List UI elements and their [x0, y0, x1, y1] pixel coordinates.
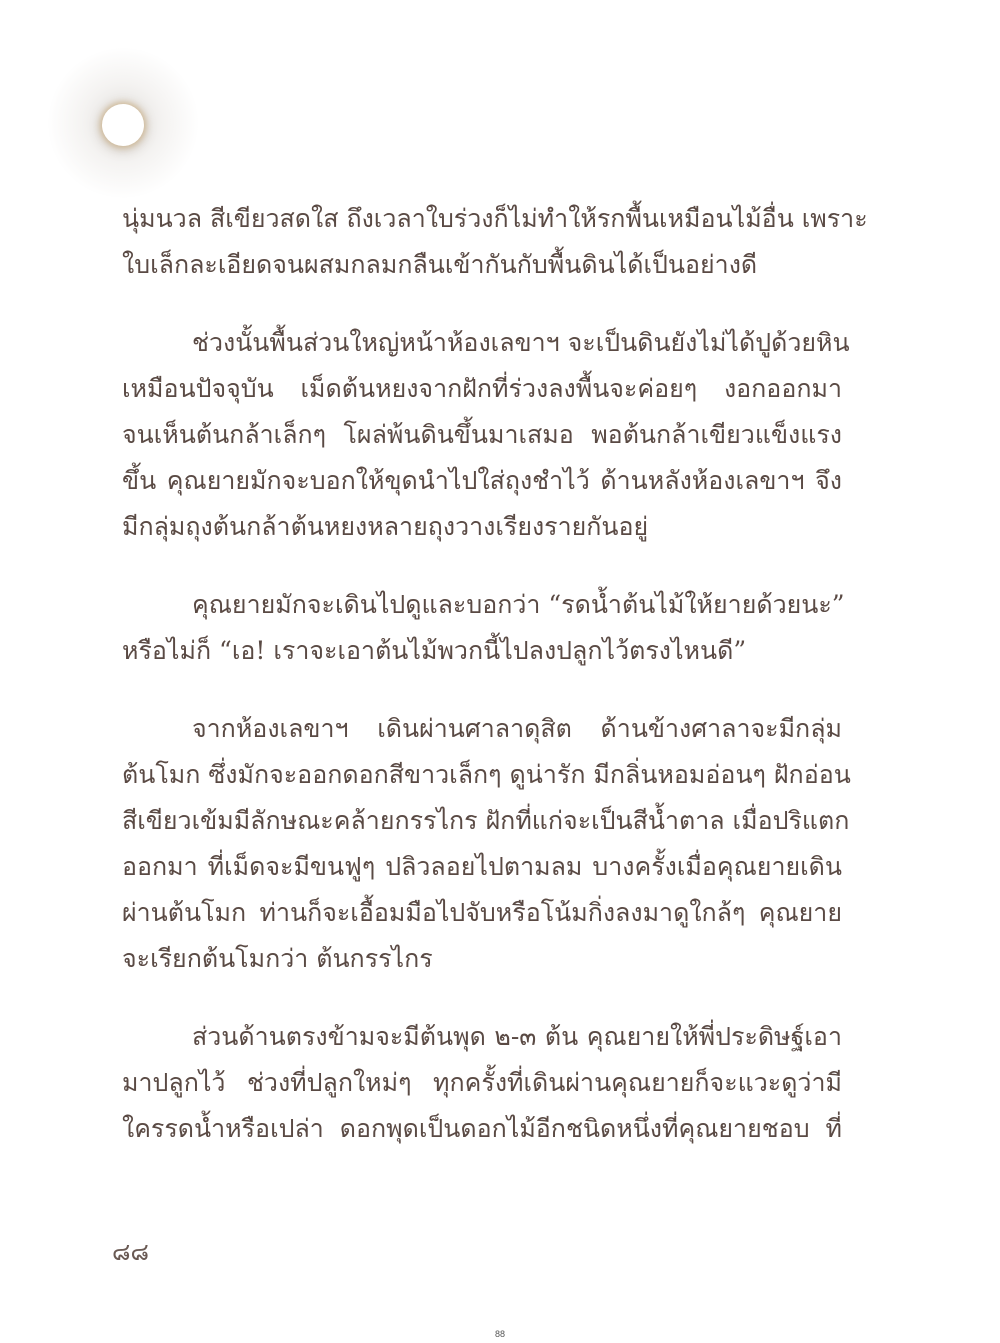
- text-line: ใครรดน้ำหรือเปล่า ดอกพุดเป็นดอกไม้อีกชนิดหนึ่งที่คุณยายชอบ ที่: [122, 1114, 842, 1143]
- paragraph: [122, 196, 868, 288]
- page-number: 88: [494, 1329, 505, 1339]
- text-line: เหมือนปัจจุบัน เม็ดต้นหยงจากฝักที่ร่วงลงพื้นจะค่อยๆ งอกออกมา: [122, 374, 842, 403]
- text-line: ช่วงนั้นพื้นส่วนใหญ่หน้าห้องเลขาฯ จะเป็นดินยังไม่ได้ปูด้วยหิน: [192, 328, 850, 357]
- text-line: มีกลุ่มถุงต้นกล้าต้นหยงหลายถุงวางเรียงรายกันอยู่: [122, 512, 649, 541]
- paragraph: [122, 1014, 842, 1152]
- text-line: นุ่มนวล สีเขียวสดใส ถึงเวลาใบร่วงก็ไม่ทำให้รกพื้นเหมือนไม้อื่น เพราะ: [122, 204, 868, 233]
- text-line: ต้นโมก ซึ่งมักจะออกดอกสีขาวเล็กๆ ดูน่ารัก มีกลิ่นหอมอ่อนๆ ฝักอ่อน: [122, 760, 851, 789]
- text-line: จนเห็นต้นกล้าเล็กๆ โผล่พ้นดินขึ้นมาเสมอ พอต้นกล้าเขียวแข็งแรง: [122, 420, 842, 449]
- text-line: จะเรียกต้นโมกว่า ต้นกรรไกร: [122, 944, 433, 973]
- text-line: มาปลูกไว้ ช่วงที่ปลูกใหม่ๆ ทุกครั้งที่เดินผ่านคุณยายก็จะแวะดูว่ามี: [122, 1068, 842, 1097]
- text-line: จากห้องเลขาฯ เดินผ่านศาลาดุสิต ด้านข้างศาลาจะมีกลุ่ม: [192, 714, 842, 743]
- text-line: ใบเล็กละเอียดจนผสมกลมกลืนเข้ากันกับพื้นดินได้เป็นอย่างดี: [122, 250, 758, 279]
- text-line: ออกมา ที่เม็ดจะมีขนฟูๆ ปลิวลอยไปตามลม บางครั้งเมื่อคุณยายเดิน: [122, 852, 842, 881]
- body-text: [122, 196, 868, 1184]
- text-line: ส่วนด้านตรงข้ามจะมีต้นพุด ๒-๓ ต้น คุณยายให้พี่ประดิษฐ์เอา: [192, 1022, 842, 1051]
- text-line: คุณยายมักจะเดินไปดูและบอกว่า “รดน้ำต้นไม้ให้ยายด้วยนะ”: [192, 590, 845, 619]
- text-line: สีเขียวเข้มมีลักษณะคล้ายกรรไกร ฝักที่แก่จะเป็นสีน้ำตาล เมื่อปริแตก: [122, 806, 850, 835]
- text-line: หรือไม่ก็ “เอ! เราจะเอาต้นไม้พวกนี้ไปลงปลูกไว้ตรงไหนดี”: [122, 636, 747, 665]
- thai-page-number: ๘๘: [112, 1238, 150, 1266]
- text-line: ขึ้น คุณยายมักจะบอกให้ขุดนำไปใส่ถุงชำไว้ ด้านหลังห้องเลขาฯ จึง: [122, 466, 842, 495]
- paragraph: [122, 320, 850, 550]
- paragraph: [122, 582, 845, 674]
- text-line: ผ่านต้นโมก ท่านก็จะเอื้อมมือไปจับหรือโน้มกิ่งลงมาดูใกล้ๆ คุณยาย: [122, 898, 842, 927]
- paragraph: [122, 706, 851, 982]
- moon-ornament-icon: [102, 104, 144, 146]
